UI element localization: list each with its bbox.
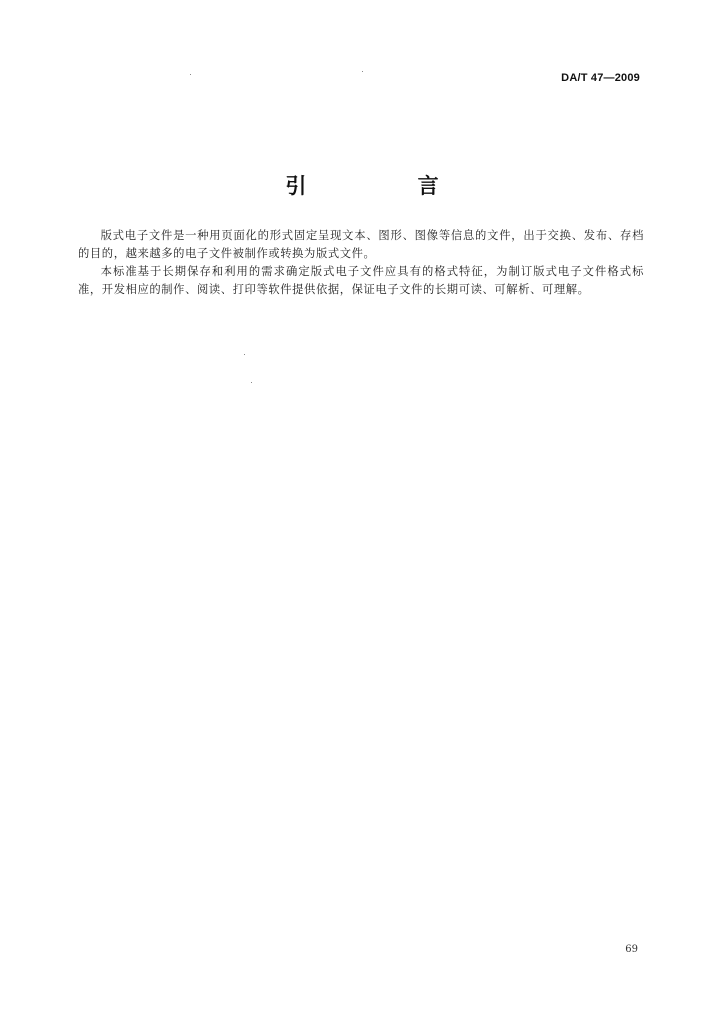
scan-speck <box>251 382 252 383</box>
paragraph-2: 本标准基于长期保存和利用的需求确定版式电子文件应具有的格式特征，为制订版式电子文件格式标准，开发相应的制作、阅读、打印等软件提供依据，保证电子文件的长期可读、可解析、可理解。 <box>78 265 644 296</box>
page-number: 69 <box>625 944 638 955</box>
scan-speck <box>244 354 245 355</box>
scan-speck <box>362 71 363 72</box>
paragraph-1: 版式电子文件是一种用页面化的形式固定呈现文本、图形、图像等信息的文件，出于交换、发布、存档的目的，越来越多的电子文件被制作或转换为版式文件。 <box>78 229 644 260</box>
scan-speck <box>190 74 191 75</box>
standard-code: DA/T 47—2009 <box>561 72 640 84</box>
page-title: 引 言 <box>285 174 491 198</box>
body-text <box>78 227 644 299</box>
